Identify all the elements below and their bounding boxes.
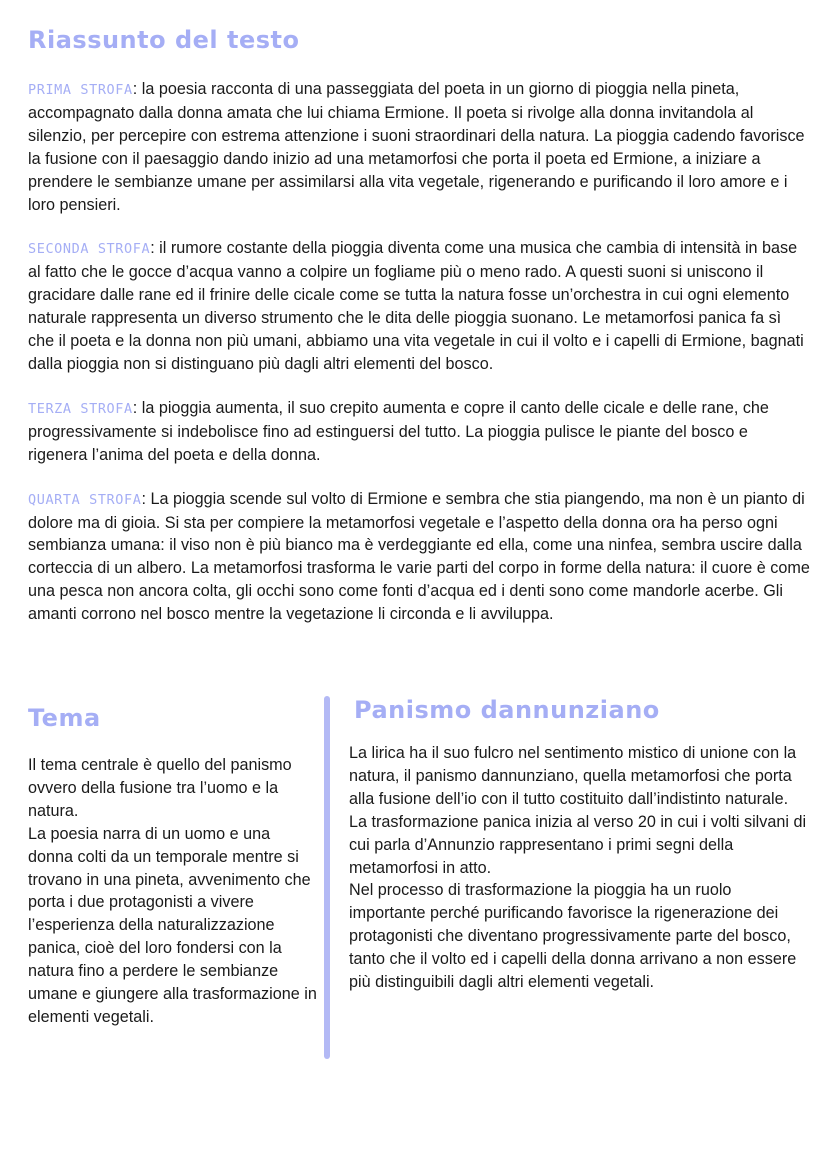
summary-section [28,78,810,647]
paragraph-seconda-strofa [28,237,810,375]
panismo-section [349,696,809,994]
paragraph-text: : la pioggia aumenta, il suo crepito aumenta e copre il canto delle cicale e delle rane, che progressivamente si indebolisce fino ad estinguersi del tutto. La pioggia pulisce le piante del bosco e rigenera l’anima del poeta e della donna. [28,398,769,464]
paragraph-terza-strofa [28,397,810,467]
tema-title: Tema [28,704,101,732]
column-divider [324,696,330,1059]
paragraph-text: : la poesia racconta di una passeggiata del poeta in un giorno di pioggia nella pineta, accompagnato dalla donna amata che lui chiama Ermione. Il poeta si rivolge alla donna invitandola al silenzio, per percepire con estrema attenzione i suoni straordinari della natura. La pioggia cadendo favorisce la fusione con il paesaggio dando inizio ad una metamorfosi che porta il poeta ed Ermione, a iniziare a prendere le sembianze umane per assimilarsi alla vita vegetale, rigenerando e purificando il loro amore e i loro pensieri. [28,80,805,214]
paragraph-quarta-strofa [28,488,810,626]
tema-text: Il tema centrale è quello del panismo ovvero della fusione tra l’uomo e la natura. La poesia narra di un uomo e una donna colti da un temporale mentre si trovano in una pineta, avvenimento che porta i due protagonisti a vivere l’esperienza della naturalizzazione panica, cioè del loro fondersi con la natura fino a perdere le sembianze umane e giungere alla trasformazione in elementi vegetali. [28,756,317,1026]
stanza-label: TERZA STROFA [28,400,133,417]
stanza-label: PRIMA STROFA [28,82,133,98]
paragraph-text: : il rumore costante della pioggia diventa come una musica che cambia di intensità in base al fatto che le gocce d’acqua vanno a colpire un fogliame più o meno rado. A questi suoni si uniscono il gracidare dalle rane ed il frinire delle cicale come se tutta la natura fosse un’orchestra in cui ogni elemento naturale rappresenta un diverso strumento che le dita delle pioggia suonano. Le metamorfosi panica fa sì che il poeta e la donna non più umani, abbiamo una vita vegetale in cui il volto e i capelli di Ermione, bagnati dalla pioggia non si distinguano più dagli altri elementi del bosco. [28,239,804,373]
paragraph-prima-strofa [28,78,810,216]
summary-title: Riassunto del testo [28,26,300,54]
stanza-label: SECONDA STROFA [28,241,151,258]
paragraph-text: : La pioggia scende sul volto di Ermione e sembra che stia piangendo, ma non è un pianto di dolore ma di gioia. Si sta per compiere la metamorfosi vegetale e l’aspetto della donna ora ha perso ogni sembianza umana: il viso non è più bianco ma è verdeggiante ed ella, come una ninfea, sembra uscire dalla corteccia di un albero. La metamorfosi trasforma le varie parti del corpo in forme della natura: il cuore è come una pesca non ancora colta, gli occhi sono come fonti d’acqua ed i denti sono come mandorle acerbe. Gli amanti corrono nel bosco mentre la vegetazione li circonda e li avviluppa. [28,489,810,624]
stanza-label: QUARTA STROFA [28,491,142,508]
tema-section [28,700,318,1029]
panismo-title: Panismo dannunziano [354,696,660,724]
panismo-text: La lirica ha il suo fulcro nel sentimento mistico di unione con la natura, il panismo dannunziano, quella metamorfosi che porta alla fusione dell’io con il tutto costituito dall’indistinto naturale. La trasformazione panica inizia al verso 20 in cui i volti silvani di cui parla d’Annunzio rappresentano i primi segni della metamorfosi in atto. Nel processo di trasformazione la pioggia ha un ruolo importante perché purificando favorisce la rigenerazione dei protagonisti che diventano progressivamente parte del bosco, tanto che il volto ed i capelli della donna arrivano a non essere più distinguibili dagli altri elementi vegetali. [349,744,807,992]
